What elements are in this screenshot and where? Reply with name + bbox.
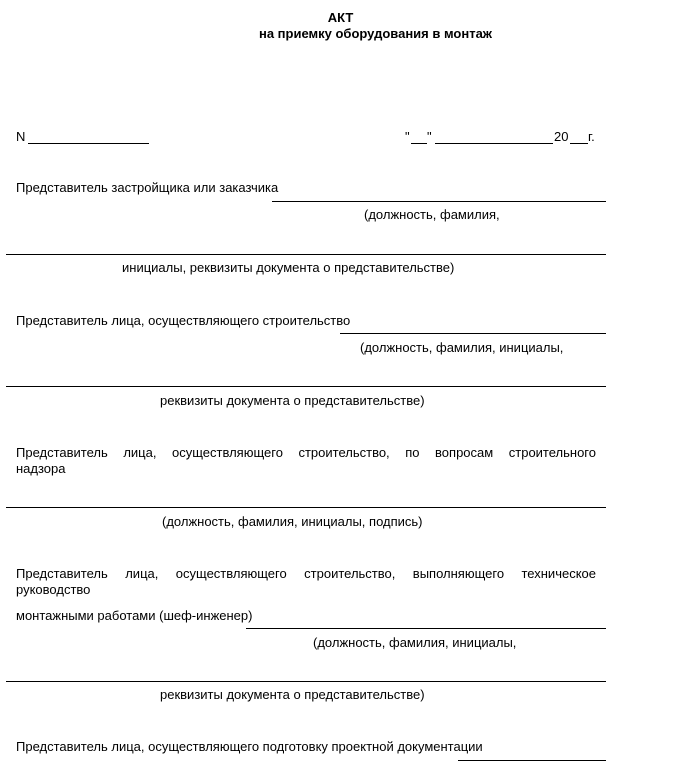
design-rep-field[interactable] <box>458 760 606 761</box>
chief-engineer-hint-2: реквизиты документа о представительстве) <box>160 687 425 702</box>
document-subtitle: на приемку оборудования в монтаж <box>258 26 493 41</box>
builder-rep-label: Представитель лица, осуществляющего строительство <box>16 313 351 328</box>
act-number-label: N <box>16 129 26 144</box>
design-rep-label: Представитель лица, осуществляющего подготовку проектной документации <box>16 739 483 754</box>
builder-rep-field[interactable] <box>340 333 606 334</box>
customer-rep-label: Представитель застройщика или заказчика <box>16 180 279 195</box>
date-year-prefix: 20 <box>554 129 569 144</box>
date-year-suffix: г. <box>588 129 595 144</box>
customer-rep-field[interactable] <box>272 201 606 202</box>
builder-rep-hint-2: реквизиты документа о представительстве) <box>160 393 425 408</box>
document-title: АКТ <box>327 10 354 25</box>
customer-rep-hint: (должность, фамилия, <box>364 207 500 222</box>
builder-rep-hint: (должность, фамилия, инициалы, <box>360 340 564 355</box>
supervision-rep-label: Представитель лица, осуществляющего строительство, по вопросам строительного <box>16 445 596 460</box>
chief-engineer-hint: (должность, фамилия, инициалы, <box>313 635 517 650</box>
date-close-quote: " <box>427 129 432 144</box>
customer-rep-field-2[interactable] <box>6 254 606 255</box>
date-month-field[interactable] <box>435 143 553 144</box>
date-year-field[interactable] <box>570 143 588 144</box>
chief-engineer-label: Представитель лица, осуществляющего строительство, выполняющего техническое <box>16 566 596 581</box>
customer-rep-hint-2: инициалы, реквизиты документа о представительстве) <box>122 260 455 275</box>
supervision-rep-label-2: надзора <box>16 461 66 476</box>
supervision-rep-field[interactable] <box>6 507 606 508</box>
chief-engineer-label-3: монтажными работами (шеф-инженер) <box>16 608 253 623</box>
chief-engineer-field-2[interactable] <box>6 681 606 682</box>
act-number-field[interactable] <box>28 143 149 144</box>
date-open-quote: " <box>405 129 410 144</box>
supervision-rep-hint: (должность, фамилия, инициалы, подпись) <box>162 514 423 529</box>
date-day-field[interactable] <box>411 143 427 144</box>
chief-engineer-label-2: руководство <box>16 582 91 597</box>
chief-engineer-field[interactable] <box>246 628 606 629</box>
builder-rep-field-2[interactable] <box>6 386 606 387</box>
